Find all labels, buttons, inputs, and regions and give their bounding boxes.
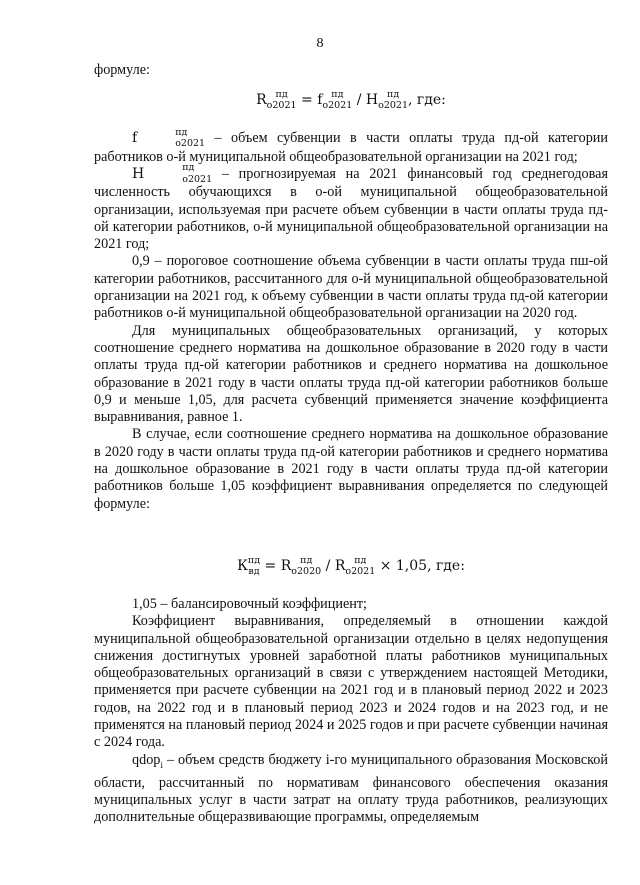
formula2-lhs: К <box>237 558 248 574</box>
formula-r-ratio <box>94 88 608 111</box>
formula1-lhs: R <box>256 92 267 108</box>
formula2-tail: × 1,05, где: <box>379 558 465 574</box>
formula2-t1-sub: о2020 <box>291 566 322 577</box>
def-f-paragraph <box>94 126 608 166</box>
def-h-paragraph <box>94 162 608 254</box>
coefficient-paragraph: Коэффициент выравнивания, определяемый в отношении каждой муниципальной общеобразовательной организации отдельно в целях недопущения снижения достигнутых уровней заработной платы работников муниципальных общеобразовательных организаций в связи с утверждением настоящей Методики, применяется при расчете субвенции на 2021 год и в плановый период 2022 и 2023 годов, на 2022 год и в плановый период 2023 и 2024 годов и на 2023 год, и не применятся на плановый период 2024 и 2025 годов и при расчете субвенции начиная с 2024 года. <box>94 613 608 751</box>
formula1-t2: Н <box>365 92 379 108</box>
formula1-lhs-sup: пд <box>275 88 288 100</box>
def-f-symbol: f <box>132 130 138 146</box>
qdop-text: – объем средств бюджету i-го муниципального образования Московской области, рассчитанный по нормативам финансового обеспечения оказания муниципальных услуг в части затрат на оплату труда работников, реализующих дополнительные общеразвивающие программы, определяемым <box>94 751 608 826</box>
def-f-sub: о2021 <box>175 138 206 149</box>
formula1-tail: , где: <box>408 92 446 108</box>
case-paragraph: В случае, если соотношение среднего норматива на дошкольное образование в 2020 году в части оплаты труда пд-ой категории работников и среднего норматива на дошкольное образование в 2021 году в части оплаты труда пд-ой категории работников больше 1,05 коэффициент выравнивания определяется по следующей формуле: <box>94 426 608 512</box>
formula1-t1-sup: пд <box>331 88 344 100</box>
formula2-eq: = <box>264 558 277 574</box>
formula2-t1-sup: пд <box>300 554 313 566</box>
formula1-op: / <box>356 92 362 108</box>
threshold-paragraph: 0,9 – пороговое соотношение объема субвенции в части оплаты труда пш-ой категории работников, рассчитанного для о-й муниципальной общеобразовательной организации на 2021 год, к объему субвенции в части оплаты труда пд-ой категории работников о-й муниципальной общеобразовательной организации на 2020 год. <box>94 253 608 322</box>
intro-line <box>94 62 608 79</box>
closing-block <box>94 596 608 827</box>
intro-text: формуле: <box>94 62 150 78</box>
formula2-op: / <box>325 558 331 574</box>
def-h-sup: пд <box>182 162 195 174</box>
formula2-t2-sub: о2021 <box>345 566 376 577</box>
formula1-t1-sub: о2021 <box>322 100 353 111</box>
formula2-t1: R <box>280 558 292 574</box>
page-number: 8 <box>316 36 324 51</box>
formula1-lhs-sub: о2021 <box>266 100 297 111</box>
qdop-symbol: qdop <box>132 751 161 768</box>
formula1-t2-sub: о2021 <box>378 100 409 111</box>
def-h-sub: о2021 <box>182 173 213 185</box>
formula2-lhs-sub: вд <box>248 566 260 577</box>
formula1-t2-sup: пд <box>386 88 400 100</box>
formula2-t2: R <box>334 558 346 574</box>
formula1-eq: = <box>301 92 313 108</box>
def-f-text: – объем субвенции в части оплаты труда пд-ой категории работников о-й муниципальной общеобразовательной организации на 2021 год; <box>94 130 608 165</box>
formula2-t2-sup: пд <box>354 554 367 566</box>
def-h-symbol: Н <box>132 165 145 182</box>
def-f-sup: пд <box>175 126 188 138</box>
definitions-block <box>94 126 608 513</box>
formula-k-coefficient <box>94 554 608 577</box>
balancing-paragraph: 1,05 – балансировочный коэффициент; <box>132 596 367 612</box>
formula1-t1: f <box>317 92 323 108</box>
def-h-text: – прогнозируемая на 2021 финансовый год среднегодовая численность обучающихся в о-ой муниципальной общеобразовательной организации, используемая при расчете объем субвенции в части оплаты труда пд-ой категории работников, о-й муниципальной общеобразовательной организации на 2021 год; <box>94 165 608 253</box>
qdop-sub: i <box>160 760 164 771</box>
qdop-paragraph <box>94 752 608 827</box>
formula2-lhs-sup: пд <box>247 554 261 566</box>
ratio-paragraph: Для муниципальных общеобразовательных организаций, у которых соотношение среднего норматива на дошкольное образование в 2020 году в части оплаты труда пд-ой категории работников и среднего норматива на дошкольное образование в 2021 году в части оплаты труда пд-ой категории работников больше 0,9 и меньше 1,05, для расчета субвенций применяется значение коэффициента выравнивания, равное 1. <box>94 322 608 426</box>
